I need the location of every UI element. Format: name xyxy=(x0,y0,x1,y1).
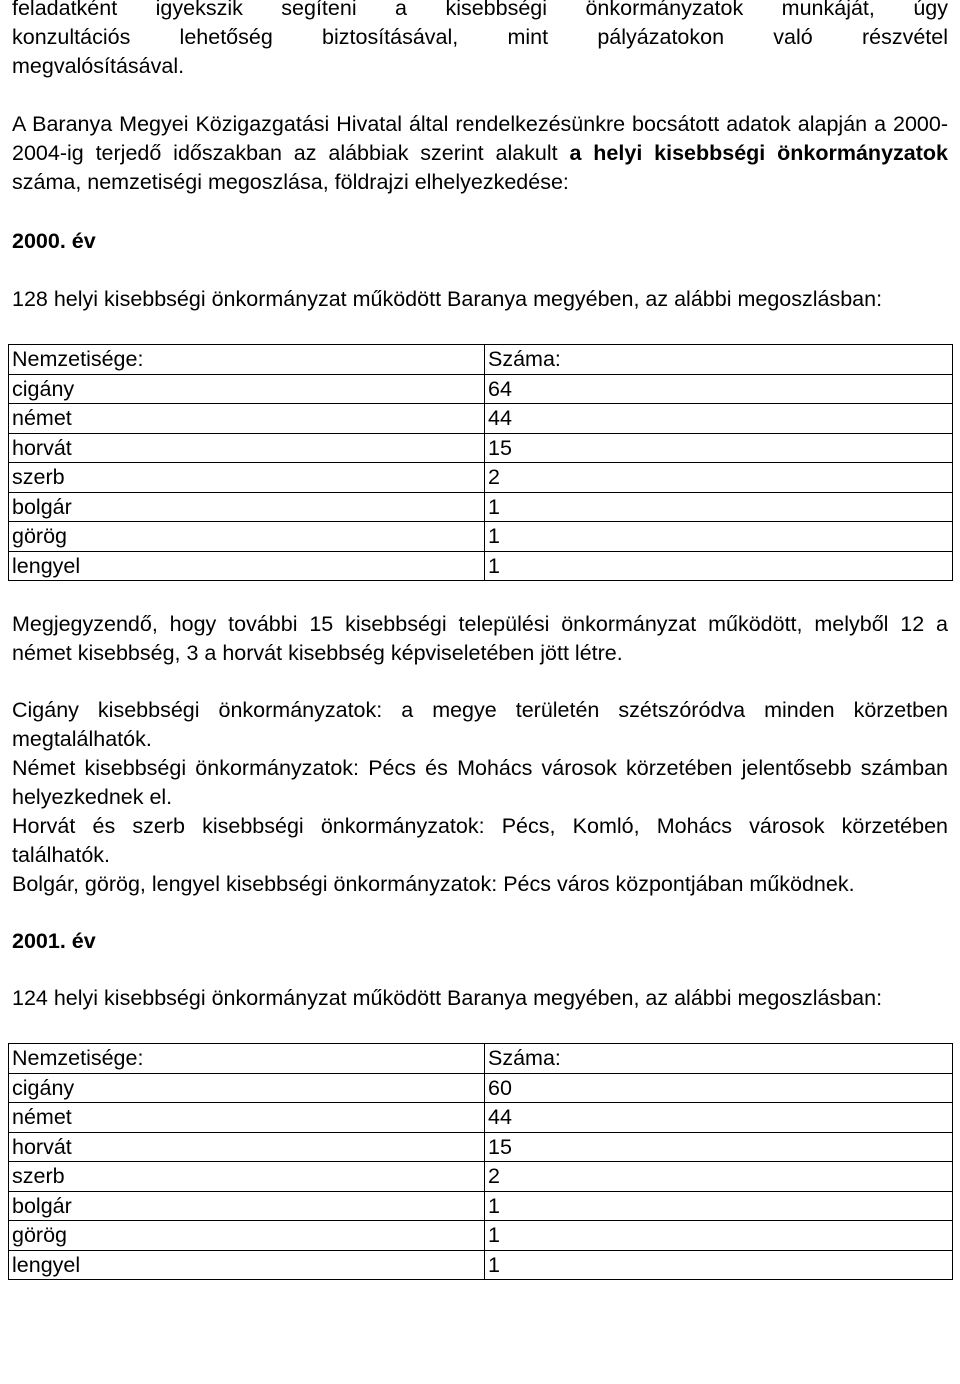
document-page xyxy=(12,0,948,1280)
detail-nemet: Német kisebbségi önkormányzatok: Pécs és Mohács városok körzetében jelentősebb számban helyezkednek el. xyxy=(12,756,948,809)
nationality-cell: lengyel xyxy=(9,1250,485,1280)
intro-line-3: megvalósításával. xyxy=(12,54,185,78)
intro-line-2: konzultációs lehetőség biztosításával, mint pályázatokon való részvétel xyxy=(12,25,948,49)
header-count: Száma: xyxy=(485,345,953,375)
nationality-table-2000 xyxy=(8,344,953,581)
count-cell: 2 xyxy=(485,1162,953,1192)
count-cell: 1 xyxy=(485,1191,953,1221)
count-cell: 1 xyxy=(485,1250,953,1280)
detail-cigany: Cigány kisebbségi önkormányzatok: a megye területén szétszóródva minden körzetben megtalálhatók. xyxy=(12,698,948,751)
nationality-table-2001 xyxy=(8,1043,953,1280)
intro-line-1: feladatként igyekszik segíteni a kisebbségi önkormányzatok munkáját, úgy xyxy=(12,0,948,20)
table-row xyxy=(9,463,953,493)
nationality-cell: horvát xyxy=(9,433,485,463)
count-cell: 15 xyxy=(485,1132,953,1162)
nationality-cell: görög xyxy=(9,1221,485,1251)
nationality-cell: cigány xyxy=(9,1073,485,1103)
table-row xyxy=(9,374,953,404)
nationality-cell: cigány xyxy=(9,374,485,404)
count-cell: 44 xyxy=(485,404,953,434)
count-cell: 1 xyxy=(485,1221,953,1251)
count-cell: 1 xyxy=(485,522,953,552)
header-nationality: Nemzetisége: xyxy=(9,1044,485,1074)
table-row xyxy=(9,433,953,463)
table-row xyxy=(9,1221,953,1251)
data-source-paragraph xyxy=(12,110,948,197)
table-row xyxy=(9,492,953,522)
data-source-text-b: száma, nemzetiségi megoszlása, földrajzi elhelyezkedése: xyxy=(12,170,569,194)
count-cell: 15 xyxy=(485,433,953,463)
table-header-row xyxy=(9,1044,953,1074)
nationality-cell: görög xyxy=(9,522,485,552)
nationality-cell: szerb xyxy=(9,1162,485,1192)
table-row xyxy=(9,1191,953,1221)
table-row xyxy=(9,1132,953,1162)
summary-2001: 124 helyi kisebbségi önkormányzat működött Baranya megyében, az alábbi megoszlásban: xyxy=(12,986,883,1010)
nationality-cell: bolgár xyxy=(9,492,485,522)
count-cell: 64 xyxy=(485,374,953,404)
detail-bolgar-gorog-lengyel: Bolgár, görög, lengyel kisebbségi önkormányzatok: Pécs város központjában működnek. xyxy=(12,872,855,896)
count-cell: 2 xyxy=(485,463,953,493)
table-row xyxy=(9,1103,953,1133)
table-header-row xyxy=(9,345,953,375)
note-2000: Megjegyzendő, hogy további 15 kisebbségi települési önkormányzat működött, melyből 12 a német kisebbség, 3 a horvát kisebbség képviseletében jött létre. xyxy=(12,612,948,665)
detail-horvat-szerb: Horvát és szerb kisebbségi önkormányzatok: Pécs, Komló, Mohács városok körzetében találhatók. xyxy=(12,814,948,867)
data-source-text-a: A Baranya Megyei Közigazgatási Hivatal által rendelkezésünkre bocsátott adatok alapján a 2000-2004-ig terjedő időszakban az alábbiak szerint alakult xyxy=(12,112,948,165)
table-row xyxy=(9,404,953,434)
table-row xyxy=(9,551,953,581)
count-cell: 1 xyxy=(485,492,953,522)
table-row xyxy=(9,1073,953,1103)
count-cell: 1 xyxy=(485,551,953,581)
nationality-cell: lengyel xyxy=(9,551,485,581)
count-cell: 44 xyxy=(485,1103,953,1133)
nationality-cell: német xyxy=(9,404,485,434)
header-count: Száma: xyxy=(485,1044,953,1074)
table-row xyxy=(9,1162,953,1192)
data-source-bold-text: a helyi kisebbségi önkormányzatok xyxy=(569,141,948,165)
summary-2000: 128 helyi kisebbségi önkormányzat működött Baranya megyében, az alábbi megoszlásban: xyxy=(12,287,883,311)
nationality-cell: német xyxy=(9,1103,485,1133)
table-row xyxy=(9,1250,953,1280)
count-cell: 60 xyxy=(485,1073,953,1103)
year-heading-2000: 2000. év xyxy=(12,229,96,253)
table-row xyxy=(9,522,953,552)
nationality-cell: bolgár xyxy=(9,1191,485,1221)
nationality-cell: szerb xyxy=(9,463,485,493)
nationality-cell: horvát xyxy=(9,1132,485,1162)
header-nationality: Nemzetisége: xyxy=(9,345,485,375)
year-heading-2001: 2001. év xyxy=(12,929,96,953)
